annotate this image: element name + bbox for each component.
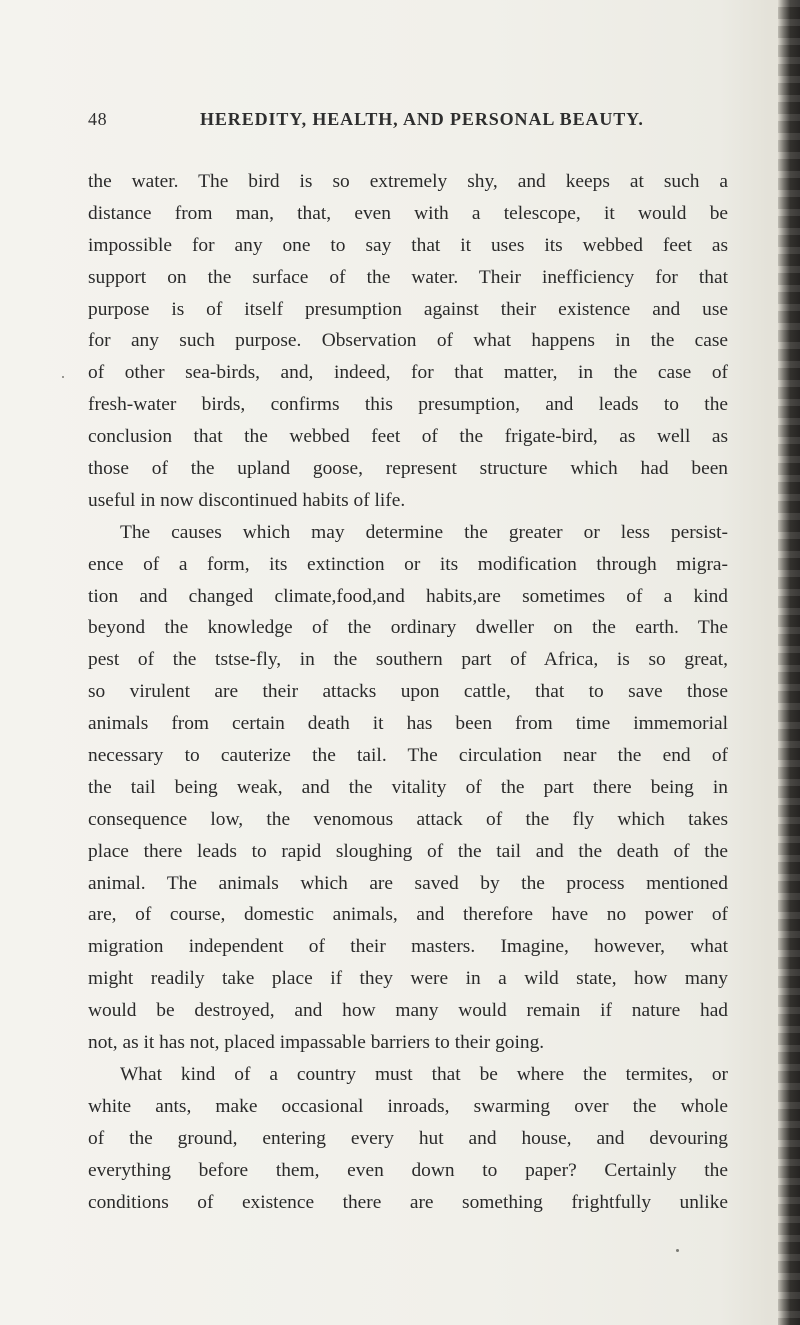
paper-speck: [676, 1249, 679, 1252]
text-line: necessary to cauterize the tail. The circulation near the end of: [88, 745, 728, 767]
text-line: tion and changed climate,food,and habits,are sometimes of a kind: [88, 585, 728, 607]
text-line: impossible for any one to say that it uses its webbed feet as: [88, 234, 728, 256]
text-line: for any such purpose. Observation of what happens in the case: [88, 330, 728, 352]
text-line: everything before them, even down to paper? Certainly the: [88, 1159, 728, 1181]
text-line: animals from certain death it has been from time immemorial: [88, 713, 728, 735]
text-line: are, of course, domestic animals, and therefore have no power of: [88, 904, 728, 926]
text-line: consequence low, the venomous attack of the fly which takes: [88, 808, 728, 830]
text-line: the water. The bird is so extremely shy, and keeps at such a: [88, 171, 728, 192]
paper-speck: [62, 376, 64, 378]
body-text: [88, 166, 728, 1218]
text-line: of the ground, entering every hut and house, and devouring: [88, 1127, 728, 1149]
text-line: migration independent of their masters. Imagine, however, what: [88, 936, 728, 958]
text-line: ence of a form, its extinction or its modification through migra-: [88, 553, 728, 575]
page-edge-texture: [778, 0, 800, 1325]
page-number: 48: [88, 109, 108, 129]
text-line: conditions of existence there are something frightfully unlike: [88, 1191, 728, 1213]
text-line: What kind of a country must that be where the termites, or: [120, 1063, 728, 1085]
text-line: beyond the knowledge of the ordinary dweller on the earth. The: [88, 617, 728, 639]
text-line: would be destroyed, and how many would remain if nature had: [88, 1000, 728, 1022]
text-line: of other sea-birds, and, indeed, for that matter, in the case of: [88, 362, 728, 384]
text-line: not, as it has not, placed impassable barriers to their going.: [88, 1032, 545, 1054]
text-line: might readily take place if they were in a wild state, how many: [88, 968, 728, 990]
text-line: those of the upland goose, represent structure which had been: [88, 458, 728, 480]
text-line: place there leads to rapid sloughing of the tail and the death of the: [88, 840, 728, 862]
text-line: conclusion that the webbed feet of the frigate-bird, as well as: [88, 426, 728, 448]
text-line: support on the surface of the water. Their inefficiency for that: [88, 266, 728, 288]
text-line: white ants, make occasional inroads, swarming over the whole: [88, 1095, 728, 1117]
page-header: [88, 109, 728, 133]
text-line: pest of the tstse-fly, in the southern part of Africa, is so great,: [88, 649, 728, 671]
text-line: the tail being weak, and the vitality of the part there being in: [88, 776, 728, 798]
text-line: useful in now discontinued habits of life.: [88, 489, 406, 511]
text-line: fresh-water birds, confirms this presumption, and leads to the: [88, 394, 728, 416]
text-line: so virulent are their attacks upon cattle, that to save those: [88, 681, 728, 703]
text-line: purpose is of itself presumption against their existence and use: [88, 298, 728, 320]
text-line: distance from man, that, even with a telescope, it would be: [88, 202, 728, 224]
running-head: HEREDITY, HEALTH, AND PERSONAL BEAUTY.: [200, 109, 644, 129]
text-line: animal. The animals which are saved by the process mentioned: [88, 872, 728, 894]
text-line: The causes which may determine the greater or less persist-: [120, 521, 728, 543]
